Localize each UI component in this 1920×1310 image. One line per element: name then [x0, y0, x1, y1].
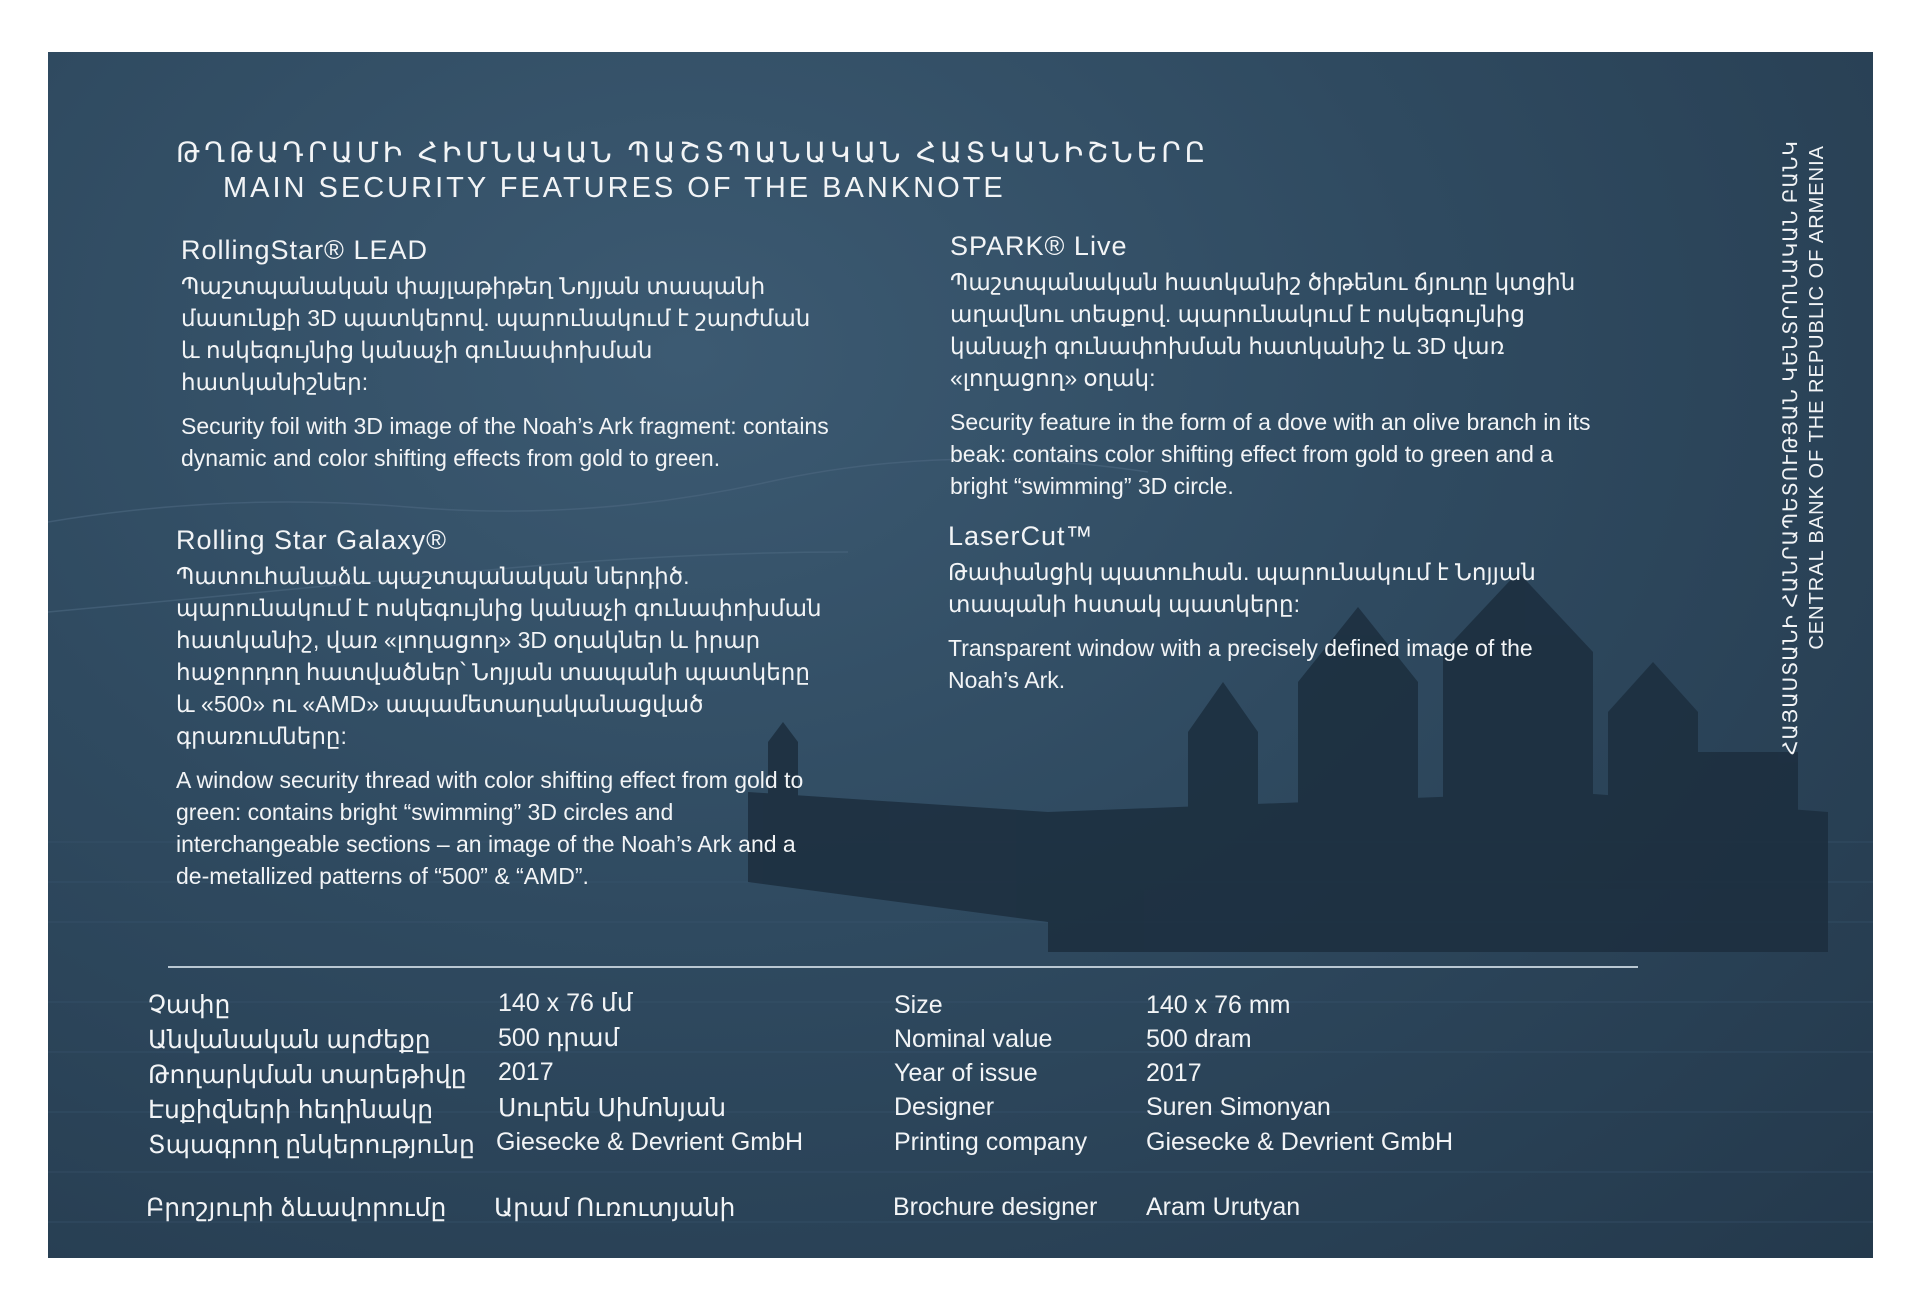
feature-name: Rolling Star Galaxy® — [176, 525, 447, 555]
brochure-en-value: Aram Urutyan — [1146, 1193, 1301, 1221]
feature-armenian-text: Պատուհանաձև պաշտպանական ներդիծ. պարունակում է ոսկեգույնից կանաչի գունափոխման հատկանիշ, վառ «լողացող» 3D օղակներ և իրար հաջորդող հատվածներ՝ Նոյյան տապանի պատկերը և «500» ու «AMD» ապամետաղականացված գրառումները: — [176, 563, 822, 749]
feature-english-text: Security feature in the form of a dove with an olive branch in its beak: contains color shifting effect from gold to green and a bright “swimming” 3D circle. — [950, 409, 1591, 499]
spec-hy-value: 140 x 76 մմ — [498, 989, 633, 1017]
spec-en-value: Giesecke & Devrient GmbH — [1146, 1128, 1454, 1156]
title-english: MAIN SECURITY FEATURES OF THE BANKNOTE — [223, 172, 1006, 204]
feature-name: RollingStar® LEAD — [181, 235, 428, 265]
spec-hy-label: Տպագրող ընկերությունը — [148, 1131, 475, 1159]
spec-hy-value: 500 դրամ — [498, 1024, 620, 1052]
feature-lasercut — [948, 521, 1598, 696]
feature-english-text: A window security thread with color shifting effect from gold to green: contains bright “swimming” 3D circles and interchangeable sections – an image of the Noah’s Ark and a de-metallized patterns of “500” & “AMD”. — [176, 767, 804, 889]
spec-en-value: Suren Simonyan — [1146, 1093, 1331, 1121]
feature-armenian-text: Պաշտպանական հատկանիշ ծիթենու ճյուղը կտցին աղավնու տեսքով. պարունակում է ոսկեգույնից կանաչի գունափոխման հատկանիշ և 3D վառ «լողացող» օղակ: — [950, 269, 1576, 391]
brochure-hy-label: Բրոշյուրի ձևավորումը — [146, 1194, 447, 1222]
spec-en-label: Printing company — [894, 1128, 1088, 1156]
spec-en-label: Designer — [894, 1093, 995, 1121]
section-divider — [168, 966, 1638, 968]
vertical-bank-name-armenian: ՀԱՅԱՍՏԱՆԻ ՀԱՆՐԱՊԵՏՈՒԹՅԱՆ ԿԵՆՏՐՈՆԱԿԱՆ ԲԱՆԿ — [1780, 140, 1802, 755]
spec-hy-value: Սուրեն Սիմոնյան — [498, 1094, 727, 1122]
feature-rollingstar-lead — [181, 235, 831, 474]
feature-armenian-text: Պաշտպանական փայլաթիթեղ Նոյյան տապանի մասունքի 3D պատկերով. պարունակում է շարժման և ոսկեգույնից կանաչի գունափոխման հատկանիշներ: — [181, 273, 811, 395]
spec-en-value: 500 dram — [1146, 1025, 1252, 1053]
vertical-bank-name-english: CENTRAL BANK OF THE REPUBLIC OF ARMENIA — [1806, 145, 1828, 650]
spec-hy-value: Giesecke & Devrient GmbH — [496, 1128, 804, 1156]
feature-english-text: Transparent window with a precisely defined image of the Noah’s Ark. — [948, 635, 1533, 693]
spec-hy-label: Թողարկման տարեթիվը — [148, 1061, 467, 1089]
feature-armenian-text: Թափանցիկ պատուհան. պարունակում է Նոյյան տապանի հստակ պատկերը: — [948, 559, 1536, 617]
spec-en-value: 2017 — [1146, 1059, 1202, 1087]
spec-en-label: Nominal value — [894, 1025, 1053, 1053]
feature-name: SPARK® Live — [950, 231, 1128, 261]
brochure-card — [48, 52, 1873, 1258]
feature-spark-live — [950, 231, 1600, 502]
spec-en-label: Year of issue — [894, 1059, 1038, 1087]
feature-name: LaserCut™ — [948, 521, 1094, 551]
title-armenian: ԹՂԹԱԴՐԱՄԻ ՀԻՄՆԱԿԱՆ ՊԱՇՏՊԱՆԱԿԱՆ ՀԱՏԿԱՆԻՇՆԵՐԸ — [176, 137, 1210, 168]
spec-hy-value: 2017 — [498, 1058, 554, 1086]
spec-en-value: 140 x 76 mm — [1146, 991, 1291, 1019]
brochure-en-label: Brochure designer — [893, 1193, 1098, 1221]
spec-hy-label: Անվանական արժեքը — [148, 1026, 431, 1054]
brochure-hy-value: Արամ Ուռուտյանի — [494, 1194, 736, 1222]
spec-hy-label: Չափը — [148, 991, 231, 1019]
spec-en-label: Size — [894, 991, 943, 1019]
feature-english-text: Security foil with 3D image of the Noah’s Ark fragment: contains dynamic and color shifting effects from gold to green. — [181, 413, 829, 471]
feature-rolling-star-galaxy — [176, 525, 826, 892]
spec-hy-label: Էսքիզների հեղինակը — [148, 1096, 434, 1124]
